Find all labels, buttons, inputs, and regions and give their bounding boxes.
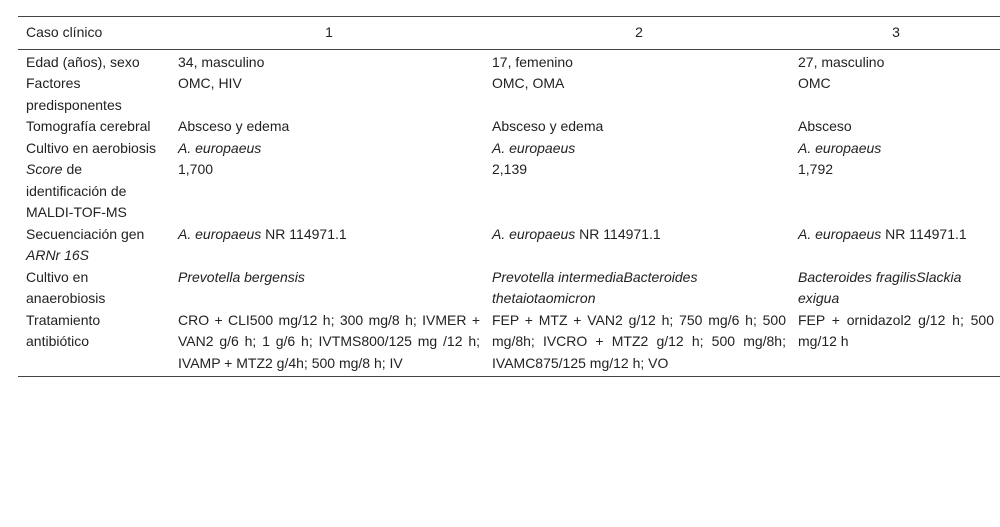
cell-case-3: 1,792 [798,161,834,177]
table-header [18,17,1000,50]
table-body [18,49,1000,377]
species-name: A. europaeus [798,225,882,242]
cell-case-1: Absceso y edema [178,118,290,134]
cell-case-1: A. europaeus [178,139,262,156]
header-case-1: 1 [172,17,486,50]
score-label-italic: Score [26,161,63,177]
cell-case-1: OMC, HIV [178,75,242,91]
cell-case-3: 27, masculino [798,53,885,70]
sequencing-label-italic: ARNr 16S [26,247,90,263]
header-caso-clinico: Caso clínico [18,17,172,50]
cell-case-1 [172,224,486,267]
cell-case-2: FEP + MTZ + VAN2 g/12 h; 750 mg/6 h; 500 mg/8h; IVCRO + MTZ2 g/12 h; 500 mg/8h; IVAMC875/125 mg/12 h; VO [486,310,792,377]
cell-case-2: Absceso y edema [492,118,604,134]
score-label-rest: de identificación de MALDI-TOF-MS [26,161,127,220]
header-row [18,17,1000,50]
cell-case-3 [792,224,1000,267]
table-row [18,267,1000,310]
row-label-maldi-score [18,159,172,224]
row-label-brain-ct: Tomografía cerebral [26,118,151,134]
species-name: A. europaeus [178,225,262,242]
row-label-age-sex: Edad (años), sexo [26,53,140,70]
cell-case-3: Absceso [798,118,852,134]
table-row [18,49,1000,73]
cell-case-2: 17, femenino [492,53,573,70]
table-row [18,159,1000,224]
cell-case-2: Prevotella intermediaBacteroides thetaiotaomicron [492,268,698,306]
table-row [18,310,1000,377]
accession-number: NR 114971.1 [575,225,661,242]
row-label-sequencing [18,224,172,267]
row-label-antibiotic-treatment: Tratamiento antibiótico [18,310,172,377]
cell-case-2 [486,224,792,267]
cell-case-2: OMC, OMA [492,75,565,91]
header-case-3: 3 [792,17,1000,50]
table-row [18,138,1000,160]
accession-number: NR 114971.1 [881,225,967,242]
cell-case-1: CRO + CLI500 mg/12 h; 300 mg/8 h; IVMER + VAN2 g/6 h; 1 g/6 h; IVTMS800/125 mg /12 h; IVAMP + MTZ2 g/4h; 500 mg/8 h; IV [172,310,486,377]
header-case-2: 2 [486,17,792,50]
cell-case-1: Prevotella bergensis [178,268,305,285]
clinical-cases-table [18,16,1000,377]
species-name: A. europaeus [492,225,576,242]
cell-case-2: A. europaeus [492,139,576,156]
row-label-predisposing-factors: Factores predisponentes [26,75,122,113]
accession-number: NR 114971.1 [261,225,347,242]
cell-case-3: Bacteroides fragilisSlackia exigua [798,268,962,306]
table-row [18,73,1000,116]
row-label-aerobic-culture: Cultivo en aerobiosis [26,139,156,156]
row-label-anaerobic-culture: Cultivo en anaerobiosis [26,268,106,306]
cell-case-3: A. europaeus [798,139,882,156]
table-row [18,224,1000,267]
table-row [18,116,1000,138]
sequencing-label-pre: Secuenciación gen [26,225,145,242]
cell-case-2: 2,139 [492,161,528,177]
cell-case-1: 1,700 [178,161,214,177]
cell-case-3: FEP + ornidazol2 g/12 h; 500 mg/12 h [792,310,1000,377]
cell-case-1: 34, masculino [178,53,265,70]
cell-case-3: OMC [798,75,831,91]
